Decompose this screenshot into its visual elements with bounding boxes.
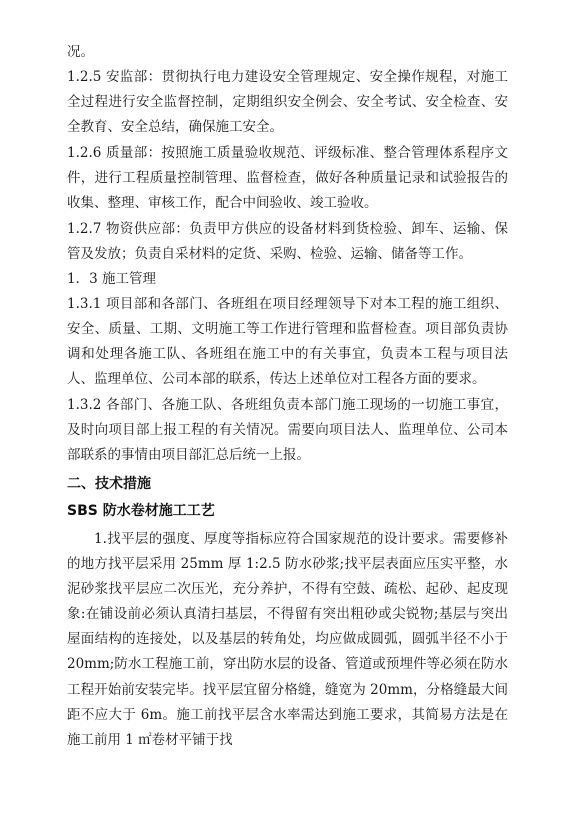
- subsection-title: SBS 防水卷材施工工艺: [67, 503, 215, 519]
- paragraph-1-3-2: 1.3.2 各部门、各施工队、各班组负责本部门施工现场的一切施工事宜，及时向项目部上报工程的有关情况。需要向项目法人、监理单位、公司本部联系的事情由项目部汇总后统一上报。: [67, 397, 508, 464]
- paragraph-1-3-1: 1.3.1 项目部和各部门、各班组在项目经理领导下对本工程的施工组织、安全、质量、工期、文明施工等工作进行管理和监督检查。项目部负责协调和处理各施工队、各班组在施工中的有关事宜，负责本工程与项目法人、监理单位、公司本部的联系，传达上述单位对工程各方面的要求。: [67, 296, 508, 388]
- paragraph-continuation: 况。: [67, 44, 94, 60]
- paragraph-1-2-5: 1.2.5 安监部：贯彻执行电力建设安全管理规定、安全操作规程，对施工全过程进行安全监督控制，定期组织安全例会、安全考试、安全检查、安全教育、安全总结，确保施工安全。: [67, 69, 508, 136]
- paragraph-1-2-7: 1.2.7 物资供应部：负责甲方供应的设备材料到货检验、卸车、运输、保管及发放；负责自采材料的定货、采购、检验、运输、储备等工作。: [67, 221, 508, 263]
- paragraph-1-2-6: 1.2.6 质量部：按照施工质量验收规范、评级标准、整合管理体系程序文件，进行工程质量控制管理、监督检查，做好各种质量记录和试验报告的收集、整理、审核工作，配合中间验收、竣工验收。: [67, 145, 508, 212]
- section-title: 二、技术措施: [67, 476, 151, 492]
- heading-1-3: 1．3 施工管理: [67, 271, 156, 287]
- paragraph-sbs-1: 1.找平层的强度、厚度等指标应符合国家规范的设计要求。需要修补的地方找平层采用 25mm 厚 1:2.5 防水砂浆;找平层表面应压实平整，水泥砂浆找平层应二次压光，充分养护，不得有空鼓、疏松、起砂、起皮现象:在铺设前必须认真清扫基层，不得留有突出粗砂或尖锐物;基层与突出屋面结构的连接处，以及基层的转角处，均应做成圆弧，圆弧半径不小于 20mm;防水工程施工前，穿出防水层的设备、管道或预埋件等必须在防水工程开始前安装完毕。找平层宜留分格缝，缝宽为 20mm，分格缝最大间距不应大于 6m。施工前找平层含水率需达到施工要求，其简易方法是在施工前用 1 ㎡卷材平铺于找: [67, 531, 508, 748]
